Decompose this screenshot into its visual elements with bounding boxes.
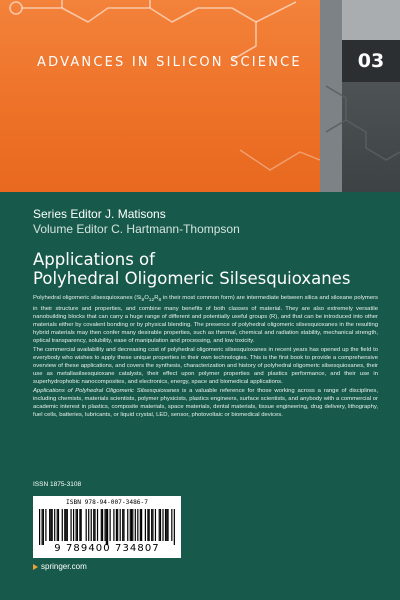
barcode-bar — [167, 509, 168, 541]
barcode-bar — [162, 509, 163, 541]
barcode-bar — [159, 509, 160, 541]
barcode-bar — [132, 509, 133, 541]
barcode-bar — [102, 509, 103, 541]
series-title: ADVANCES IN SILICON SCIENCE — [37, 55, 302, 70]
issn: ISSN 1875-3108 — [33, 481, 82, 488]
description-text: in their most common form) are intermediate between silica and siloxane polymers in their structure and properties, and combine many benefits of both classes of material. They are also extremely versatile nanobuilding blocks that can carry a huge range of different and potentially useful groups (R), and that can be introduced into other materials either by covalent bonding or by physical blending. The presence of polyhedral oligomeric silsesquioxanes in the resulting hybrid materials may then confer many desirable properties, such as thermal, chemical and radiation stability, mechanical strength, optical transparency, solubility, ease of manipulation and processing, and low toxicity. — [33, 295, 378, 345]
description-text: Polyhedral oligomeric silsesquioxanes (Si — [33, 295, 142, 301]
volume-number: 03 — [357, 50, 385, 72]
barcode-bar — [50, 509, 51, 541]
barcode-bar — [149, 509, 150, 541]
editors-block — [33, 207, 240, 237]
barcode-bar — [45, 509, 46, 541]
publisher-link[interactable] — [33, 562, 87, 571]
barcode-bar — [76, 509, 77, 541]
description-text: O — [144, 295, 149, 301]
book-title-italic: Applications of Polyhedral Oligomeric Silsesquioxanes — [33, 388, 180, 395]
barcode-bar — [52, 509, 53, 541]
cover-header-band — [0, 0, 400, 192]
barcode-bar — [131, 509, 132, 541]
description-paragraph-3 — [33, 387, 378, 419]
barcode-digits: 9 789400 734807 — [54, 543, 160, 554]
barcode-bar — [122, 509, 123, 541]
isbn-text: ISBN 978-94-007-3486-7 — [66, 499, 148, 506]
barcode-bar — [91, 509, 92, 541]
volume-editor-name: C. Hartmann-Thompson — [111, 222, 240, 236]
barcode-bar — [64, 509, 65, 541]
description-paragraph-1 — [33, 294, 378, 345]
barcode-bar — [70, 509, 71, 541]
barcode-bar — [39, 509, 40, 545]
barcode-bar — [77, 509, 78, 541]
chevron-right-icon — [33, 564, 38, 570]
volume-editor-role: Volume Editor — [33, 222, 108, 236]
barcode-bar — [106, 509, 107, 545]
barcode-bar — [79, 509, 80, 541]
barcode-bar — [62, 509, 63, 541]
barcode-bar — [73, 509, 74, 541]
barcode-bar — [54, 509, 55, 541]
barcode-bar — [152, 509, 153, 541]
barcode-bar — [165, 509, 166, 541]
barcode-bar — [137, 509, 138, 541]
barcode-bar — [65, 509, 66, 541]
barcode-bar — [81, 509, 82, 541]
barcode-bar — [151, 509, 152, 541]
isbn-barcode — [33, 496, 181, 558]
series-editor-role: Series Editor — [33, 207, 102, 221]
barcode-bar — [130, 509, 131, 541]
barcode-bar — [160, 509, 161, 541]
subscript: 8 — [158, 298, 162, 304]
volume-editor-line — [33, 222, 240, 237]
barcode-bar — [174, 509, 175, 545]
description-paragraph-2: The commercial availability and decreasing cost of polyhedral oligomeric silsesquioxanes in recent years has opened up the field to everybody who wishes to apply these unique properties in their own technologies. This is the first book to provide a comprehensive overview of these applications, and covers the synthesis, characterization and history of polyhedral oligomeric silsesquioxanes, their use as metallasilsesquioxane catalysts, their effect upon polymer properties and plastics performance, and their use in superhydrophobic nanocomposites, and electronics, energy, space and biomedical applications. — [33, 347, 378, 386]
barcode-bar — [145, 509, 146, 541]
barcode-bar — [94, 509, 95, 541]
barcode-bar — [57, 509, 58, 541]
barcode-bar — [117, 509, 118, 541]
barcode-bar — [127, 509, 128, 541]
molecule-structure-graphic — [0, 0, 400, 192]
barcode-bar — [43, 509, 44, 545]
subscript: 8 — [141, 298, 145, 304]
description-text: is a valuable reference for those working across a range of disciplines, including chemists, materials scientists, polymer physicists, plastics engineers, surface scientists, and anybody with a commercial or academic interest in plastics, composite materials, space materials, dental materials, tissue engineering, drug delivery, lithography, fuel cells, batteries, lubricants, or liquid crystal, LED, sensor, photovoltaic or biomedical devices. — [33, 388, 379, 419]
volume-number-box — [342, 40, 400, 82]
publisher-url: springer.com — [41, 562, 87, 571]
barcode-bar — [140, 509, 141, 541]
barcode-bar — [58, 509, 59, 541]
series-editor-name: J. Matisons — [105, 207, 166, 221]
description-text: R — [154, 295, 159, 301]
barcode-bar — [141, 509, 142, 541]
book-description — [33, 294, 378, 419]
barcode-bar — [93, 509, 94, 541]
barcode-bar — [101, 509, 102, 541]
barcode-bar — [123, 509, 124, 541]
barcode-bar — [110, 509, 111, 541]
subscript: 12 — [148, 298, 155, 304]
barcode-bar — [113, 509, 114, 541]
book-title-line-2: Polyhedral Oligomeric Silsesquioxanes — [33, 269, 351, 288]
barcode-bar — [88, 509, 89, 541]
series-editor-line — [33, 207, 240, 222]
barcode-bar — [147, 509, 148, 541]
barcode-bar — [155, 509, 156, 541]
barcode-bars — [39, 509, 175, 545]
barcode-bar — [135, 509, 136, 541]
barcode-bar — [171, 509, 172, 541]
barcode-bar — [120, 509, 121, 541]
barcode-bar — [42, 509, 43, 545]
barcode-bar — [104, 509, 105, 541]
book-title-line-1: Applications of — [33, 250, 155, 269]
book-title — [33, 250, 350, 288]
barcode-bar — [107, 509, 108, 545]
barcode-bar — [86, 509, 87, 541]
barcode-bar — [97, 509, 98, 541]
barcode-bar — [116, 509, 117, 541]
barcode-bar — [67, 509, 68, 541]
barcode-bar — [166, 509, 167, 541]
barcode-bar — [49, 509, 50, 541]
